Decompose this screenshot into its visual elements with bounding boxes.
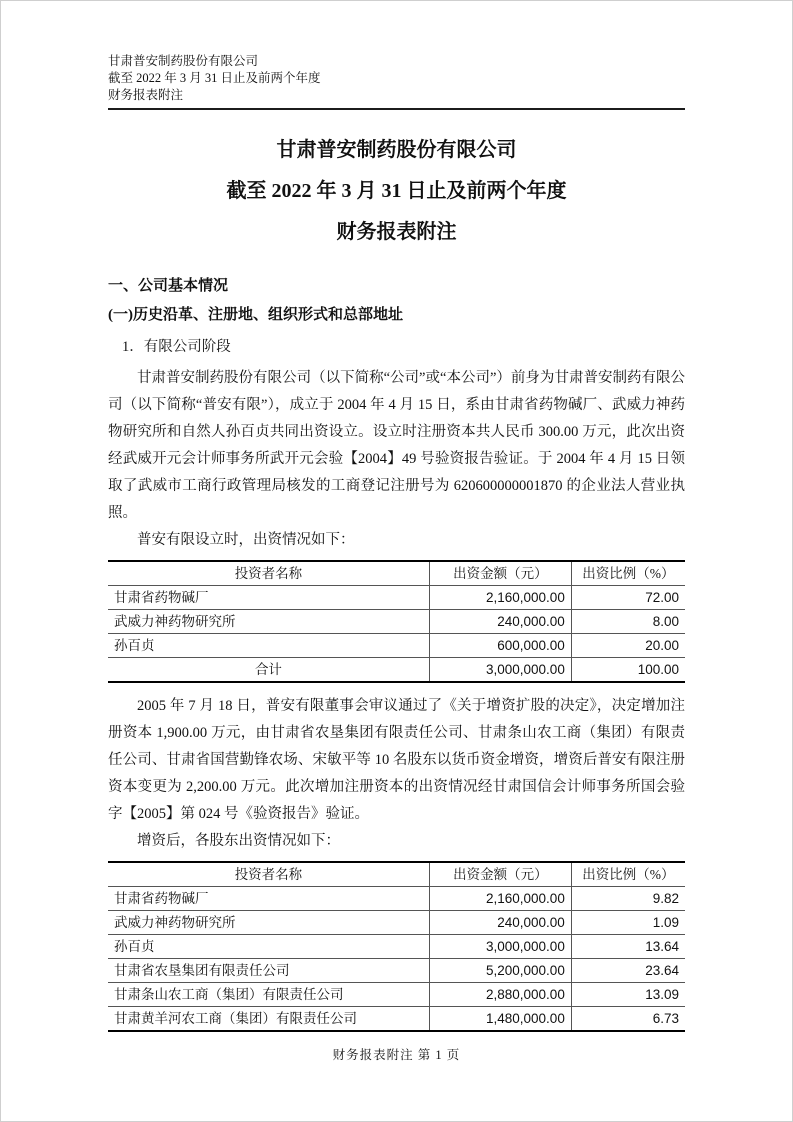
investment-table-initial [108,560,685,683]
amount-cell: 600,000.00 [429,634,571,658]
page-footer: 财务报表附注 第 1 页 [332,1048,461,1062]
ratio-cell: 1.09 [571,911,685,935]
header-divider [108,108,685,110]
ratio-cell: 6.73 [571,1007,685,1032]
investor-name-cell: 甘肃省药物碱厂 [108,887,429,911]
table-row [108,634,685,658]
ratio-cell: 20.00 [571,634,685,658]
table-header-row [108,862,685,887]
running-header [108,53,685,104]
ratio-cell: 13.64 [571,935,685,959]
running-header-doctype: 财务报表附注 [108,88,184,102]
col-header-investor: 投资者名称 [108,561,429,586]
investor-name-cell: 甘肃黄羊河农工商（集团）有限责任公司 [108,1007,429,1032]
col-header-ratio: 出资比例（%） [571,561,685,586]
total-amount-cell: 3,000,000.00 [429,658,571,683]
col-header-amount: 出资金额（元） [429,561,571,586]
amount-cell: 3,000,000.00 [429,935,571,959]
ratio-cell: 23.64 [571,959,685,983]
table-row [108,1007,685,1032]
ratio-cell: 13.09 [571,983,685,1007]
running-header-company: 甘肃普安制药股份有限公司 [108,54,259,68]
title-company: 甘肃普安制药股份有限公司 [276,139,517,161]
table2-lead-in: 增资后，各股东出资情况如下： [137,833,340,849]
amount-cell: 2,880,000.00 [429,983,571,1007]
running-header-period: 截至 2022 年 3 月 31 日止及前两个年度 [108,71,321,85]
investor-name-cell: 武威力神药物研究所 [108,911,429,935]
investor-name-cell: 甘肃条山农工商（集团）有限责任公司 [108,983,429,1007]
table1-total [108,658,685,683]
total-row [108,658,685,683]
amount-cell: 5,200,000.00 [429,959,571,983]
table2-header [108,862,685,887]
amount-cell: 2,160,000.00 [429,887,571,911]
investment-table-after-increase [108,861,685,1032]
ratio-cell: 72.00 [571,586,685,610]
investor-name-cell: 孙百贞 [108,634,429,658]
table-row [108,586,685,610]
table2-body [108,887,685,1032]
total-ratio-cell: 100.00 [571,658,685,683]
col-header-amount: 出资金额（元） [429,862,571,887]
table-row [108,959,685,983]
col-header-ratio: 出资比例（%） [571,862,685,887]
paragraph-capital-increase: 2005 年 7 月 18 日，普安有限董事会审议通过了《关于增资扩股的决定》，决定增加注册资本 1,900.00 万元，由甘肃省农垦集团有限责任公司、甘肃条山农工商（集团）有限责任公司、甘肃省国营勤锋农场、宋敏平等 10 名股东以货币资金增资，增资后普安有限注册资本变更为 2,200.00 万元。此次增加注册资本的出资情况经甘肃国信会计师事务所国会验字【2005】第 024 号《验资报告》验证。 [108,698,685,822]
table1-lead-in: 普安有限设立时，出资情况如下： [137,532,355,548]
col-header-investor: 投资者名称 [108,862,429,887]
table1-body [108,586,685,658]
table-header-row [108,561,685,586]
ratio-cell: 8.00 [571,610,685,634]
ratio-cell: 9.82 [571,887,685,911]
investor-name-cell: 武威力神药物研究所 [108,610,429,634]
investor-name-cell: 甘肃省药物碱厂 [108,586,429,610]
numbered-item-1: 1．有限公司阶段 [122,339,231,355]
amount-cell: 240,000.00 [429,610,571,634]
title-doctype: 财务报表附注 [336,221,457,243]
table-row [108,610,685,634]
title-period: 截至 2022 年 3 月 31 日止及前两个年度 [226,180,567,202]
table-row [108,887,685,911]
table-row [108,911,685,935]
paragraph-company-history: 甘肃普安制药股份有限公司（以下简称“公司”或“本公司”）前身为甘肃普安制药有限公司（以下简称“普安有限”），成立于 2004 年 4 月 15 日，系由甘肃省药物碱厂、武威力神药物研究所和自然人孙百贞共同出资设立。设立时注册资本共人民币 300.00 万元，此次出资经武威开元会计师事务所武开元会验【2004】49 号验资报告验证。于 2004 年 4 月 15 日领取了武威市工商行政管理局核发的工商登记注册号为 620600000001870 的企业法人营业执照。 [108,370,685,521]
table1-header [108,561,685,586]
amount-cell: 2,160,000.00 [429,586,571,610]
amount-cell: 240,000.00 [429,911,571,935]
investor-name-cell: 甘肃省农垦集团有限责任公司 [108,959,429,983]
section-heading-2: (一)历史沿革、注册地、组织形式和总部地址 [108,307,403,323]
table-row [108,935,685,959]
total-label-cell: 合计 [254,662,282,677]
section-heading-1: 一、公司基本情况 [108,278,229,294]
investor-name-cell: 孙百贞 [108,935,429,959]
document-title [108,130,685,253]
table-row [108,983,685,1007]
amount-cell: 1,480,000.00 [429,1007,571,1032]
